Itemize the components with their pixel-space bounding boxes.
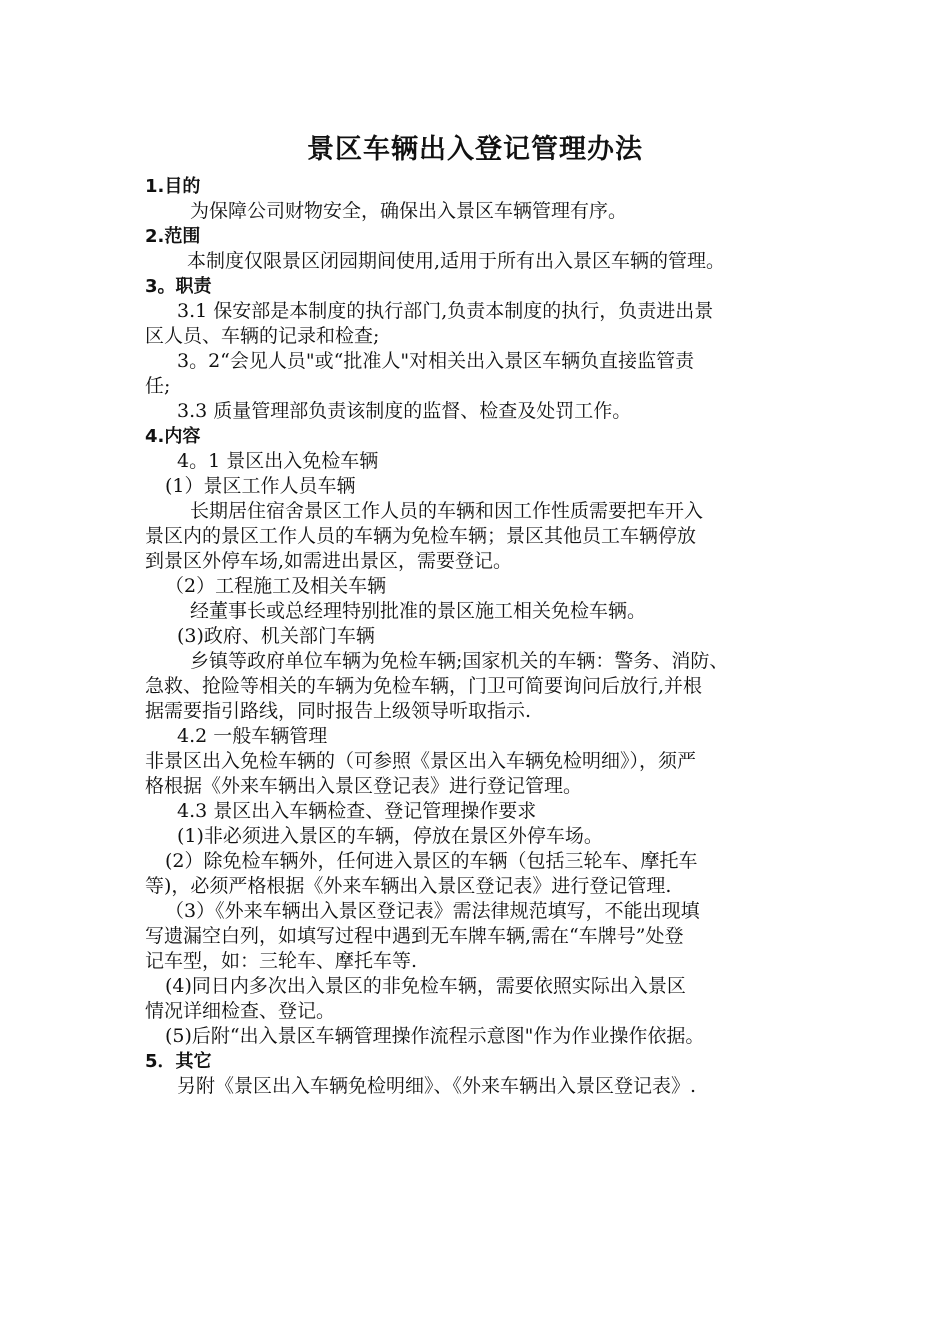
subsection-heading: 4.2 一般车辆管理 — [177, 725, 328, 747]
paragraph-line: 3。2“会见人员"或“批准人"对相关出入景区车辆负直接监管责 — [177, 350, 695, 372]
paragraph-line: 乡镇等政府单位车辆为免检车辆;国家机关的车辆：警务、消防、 — [190, 650, 729, 672]
paragraph-line: (2）除免检车辆外，任何进入景区的车辆（包括三轮车、摩托车 — [165, 850, 698, 872]
paragraph-line: 任; — [145, 375, 171, 397]
paragraph-line: 写遗漏空白列，如填写过程中遇到无车牌车辆,需在“车牌号”处登 — [145, 925, 684, 947]
paragraph-line: 经董事长或总经理特别批准的景区施工相关免检车辆。 — [190, 600, 647, 622]
subsection-heading: 4。1 景区出入免检车辆 — [177, 450, 379, 472]
paragraph-line: (1)非必须进入景区的车辆，停放在景区外停车场。 — [177, 825, 603, 847]
paragraph-line: 非景区出入免检车辆的（可参照《景区出入车辆免检明细》），须严 — [145, 750, 697, 772]
paragraph-line: （3）《外来车辆出入景区登记表》需法律规范填写，不能出现填 — [165, 900, 700, 922]
paragraph-line: 格根据《外来车辆出入景区登记表》进行登记管理。 — [145, 775, 583, 797]
paragraph-line: 等)，必须严格根据《外来车辆出入景区登记表》进行登记管理. — [145, 875, 672, 897]
paragraph-line: 记车型，如：三轮车、摩托车等. — [145, 950, 418, 972]
item-heading: (3)政府、机关部门车辆 — [177, 625, 375, 647]
paragraph-line: 急救、抢险等相关的车辆为免检车辆，门卫可简要询问后放行,并根 — [145, 675, 703, 697]
paragraph-line: (4)同日内多次出入景区的非免检车辆，需要依照实际出入景区 — [165, 975, 686, 997]
paragraph-line: 据需要指引路线，同时报告上级领导听取指示. — [145, 700, 532, 722]
paragraph-line: 长期居住宿舍景区工作人员的车辆和因工作性质需要把车开入 — [190, 500, 704, 522]
subsection-heading: 4.3 景区出入车辆检查、登记管理操作要求 — [177, 800, 537, 822]
paragraph-line: 3.1 保安部是本制度的执行部门,负责本制度的执行，负责进出景 — [177, 300, 714, 322]
item-heading: （2）工程施工及相关车辆 — [165, 575, 387, 597]
item-heading: (1）景区工作人员车辆 — [165, 475, 356, 497]
section-heading-other: 5．其它 — [145, 1051, 212, 1072]
paragraph-line: 为保障公司财物安全，确保出入景区车辆管理有序。 — [190, 200, 628, 222]
section-heading-purpose: 1.目的 — [145, 176, 201, 197]
section-heading-duties: 3。职责 — [145, 276, 212, 297]
document-title: 景区车辆出入登记管理办法 — [307, 134, 643, 165]
paragraph-line: 到景区外停车场,如需进出景区，需要登记。 — [145, 550, 513, 572]
section-heading-content: 4.内容 — [145, 426, 201, 447]
paragraph-line: 区人员、车辆的记录和检查; — [145, 325, 380, 347]
paragraph-line: 景区内的景区工作人员的车辆为免检车辆；景区其他员工车辆停放 — [145, 525, 697, 547]
section-heading-scope: 2.范围 — [145, 226, 201, 247]
paragraph-line: (5)后附“出入景区车辆管理操作流程示意图"作为作业操作依据。 — [165, 1025, 705, 1047]
paragraph-line: 3.3 质量管理部负责该制度的监督、检查及处罚工作。 — [177, 400, 632, 422]
paragraph-line: 情况详细检查、登记。 — [145, 1000, 336, 1022]
paragraph-line: 本制度仅限景区闭园期间使用,适用于所有出入景区车辆的管理。 — [187, 250, 726, 272]
paragraph-line: 另附《景区出入车辆免检明细》、《外来车辆出入景区登记表》. — [177, 1075, 697, 1097]
